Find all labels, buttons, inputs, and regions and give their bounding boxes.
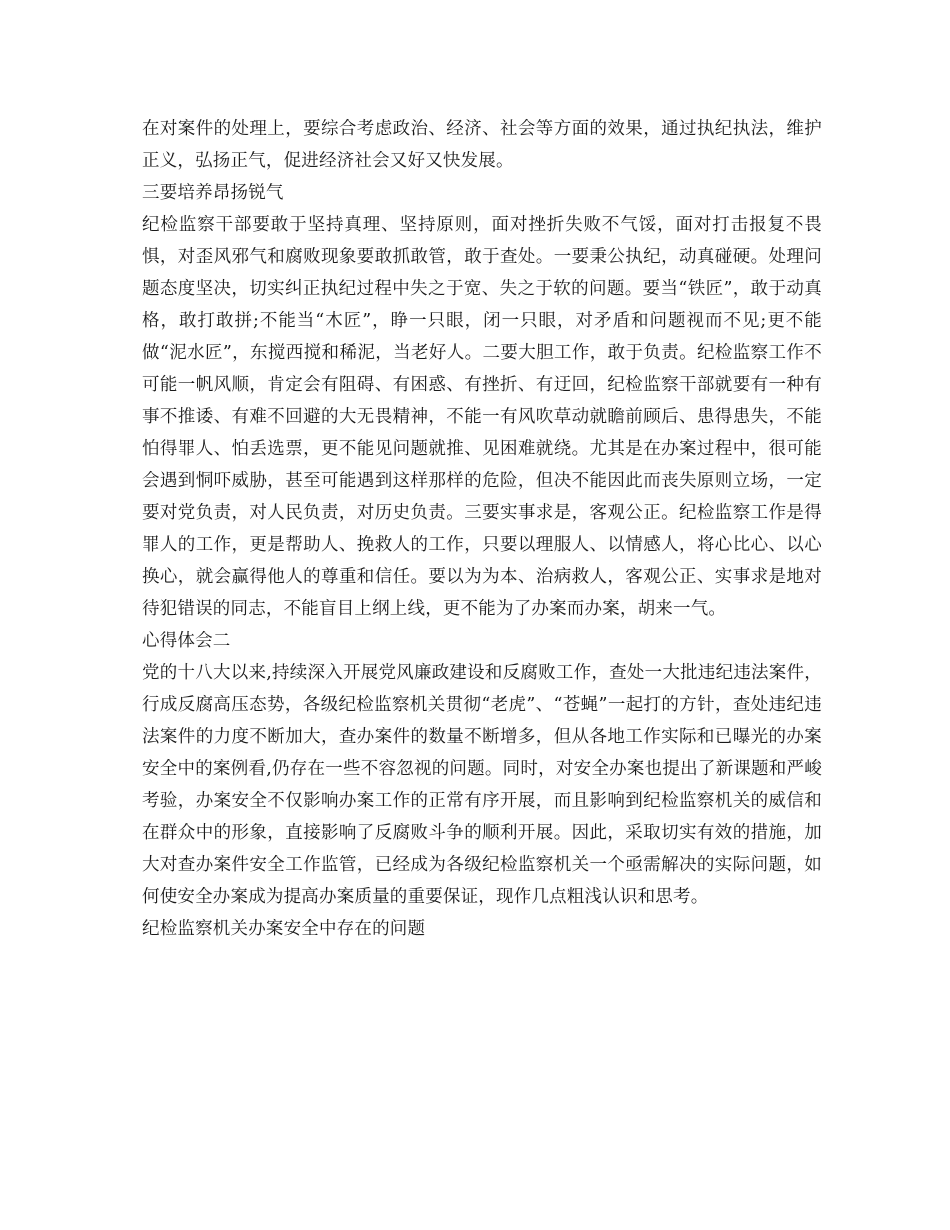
paragraph-case-handling: 在对案件的处理上，要综合考虑政治、经济、社会等方面的效果，通过执纪执法，维护正义，弘扬正气，促进经济社会又好又快发展。 <box>142 119 822 171</box>
section-heading-safety-issues: 纪检监察机关办案安全中存在的问题 <box>142 919 426 939</box>
paragraph-courage: 纪检监察干部要敢于坚持真理、坚持原则，面对挫折失败不气馁，面对打击报复不畏惧，对歪风邪气和腐败现象要敢抓敢管，敢于查处。一要秉公执纪，动真碰硬。处理问题态度坚决，切实纠正执纪过程中失之于宽、失之于软的问题。要当“铁匠”，敢于动真格，敢打敢拼;不能当“木匠”，睁一只眼，闭一只眼，对矛盾和问题视而不见;更不能做“泥水匠”，东搅西搅和稀泥，当老好人。二要大胆工作，敢于负责。纪检监察工作不可能一帆风顺，肯定会有阻碍、有困惑、有挫折、有迂回，纪检监察干部就要有一种有事不推诿、有难不回避的大无畏精神，不能一有风吹草动就瞻前顾后、患得患失，不能怕得罪人、怕丢选票，更不能见问题就推、见困难就绕。尤其是在办案过程中，很可能会遇到恫吓威胁，甚至可能遇到这样那样的危险，但决不能因此而丧失原则立场，一定要对党负责，对人民负责，对历史负责。三要实事求是，客观公正。纪检监察工作是得罪人的工作，更是帮助人、挽救人的工作，只要以理服人、以情感人，将心比心、以心换心，就会赢得他人的尊重和信任。要以为为本、治病救人，客观公正、实事求是地对待犯错误的同志，不能盲目上纲上线，更不能为了办案而办案，胡来一气。 <box>142 215 822 619</box>
section-heading-spirit: 三要培养昂扬锐气 <box>142 183 284 203</box>
paragraph-anti-corruption: 党的十八大以来,持续深入开展党风廉政建设和反腐败工作，查处一大批违纪违法案件，行成反腐高压态势，各级纪检监察机关贯彻“老虎”、“苍蝇”一起打的方针，查处违纪违法案件的力度不断加大，查办案件的数量不断增多，但从各地工作实际和已曝光的办案安全中的案例看,仍存在一些不容忽视的问题。同时，对安全办案也提出了新课题和严峻考验，办案安全不仅影响办案工作的正常有序开展，而且影响到纪检监察机关的威信和在群众中的形象，直接影响了反腐败斗争的顺利开展。因此，采取切实有效的措施，加大对查办案件安全工作监管，已经成为各级纪检监察机关一个亟需解决的实际问题，如何使安全办案成为提高办案质量的重要保证，现作几点粗浅认识和思考。 <box>142 663 822 907</box>
document-body <box>142 113 822 945</box>
section-heading-reflection-two: 心得体会二 <box>142 631 231 651</box>
